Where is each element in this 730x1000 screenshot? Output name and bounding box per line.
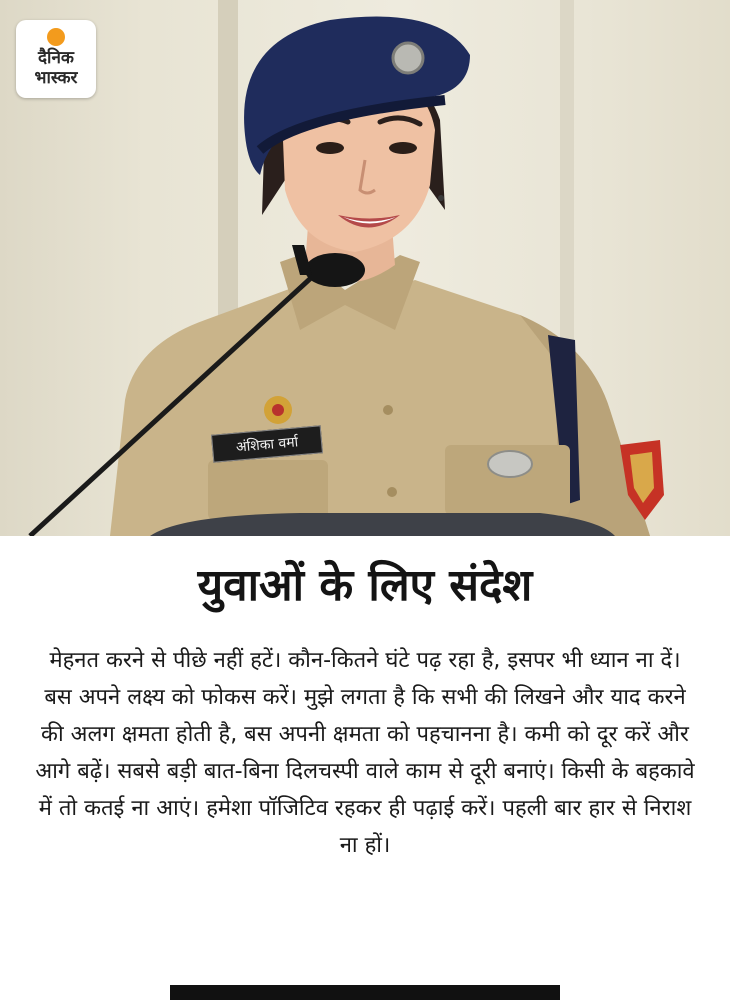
logo-line-2: भास्कर	[34, 68, 78, 88]
beret-badge	[393, 43, 423, 73]
sun-icon	[47, 28, 65, 46]
silver-badge	[488, 451, 532, 477]
shirt-button	[387, 487, 397, 497]
police-emblem-center	[272, 404, 284, 416]
left-eye	[316, 142, 344, 154]
left-pocket	[208, 460, 328, 520]
bottom-bar	[170, 985, 560, 1000]
dainik-bhaskar-logo	[16, 20, 96, 98]
message-body: मेहनत करने से पीछे नहीं हटें। कौन-कितने घंटे पढ़ रहा है, इसपर भी ध्यान ना दें। बस अपने लक्ष्य को फोकस करें। मुझे लगता है कि सभी की लिखने और याद करने की अलग क्षमता होती है, बस अपनी क्षमता को पहचानना है। कमी को दूर करें और आगे बढ़ें। सबसे बड़ी बात-बिना दिलचस्पी वाले काम से दूरी बनाएं। किसी के बहकावे में तो कतई ना आएं। हमेशा पॉजिटिव रहकर ही पढ़ाई करें। पहली बार हार से निराश ना हों।	[35, 648, 695, 858]
right-eye	[389, 142, 417, 154]
headline: युवाओं के लिए संदेश	[197, 560, 533, 611]
microphone-head	[305, 253, 365, 287]
logo-line-1: दैनिक	[38, 48, 74, 68]
earring	[438, 195, 444, 201]
shirt-button	[383, 405, 393, 415]
name-badge: अंशिका वर्मा	[211, 425, 323, 462]
